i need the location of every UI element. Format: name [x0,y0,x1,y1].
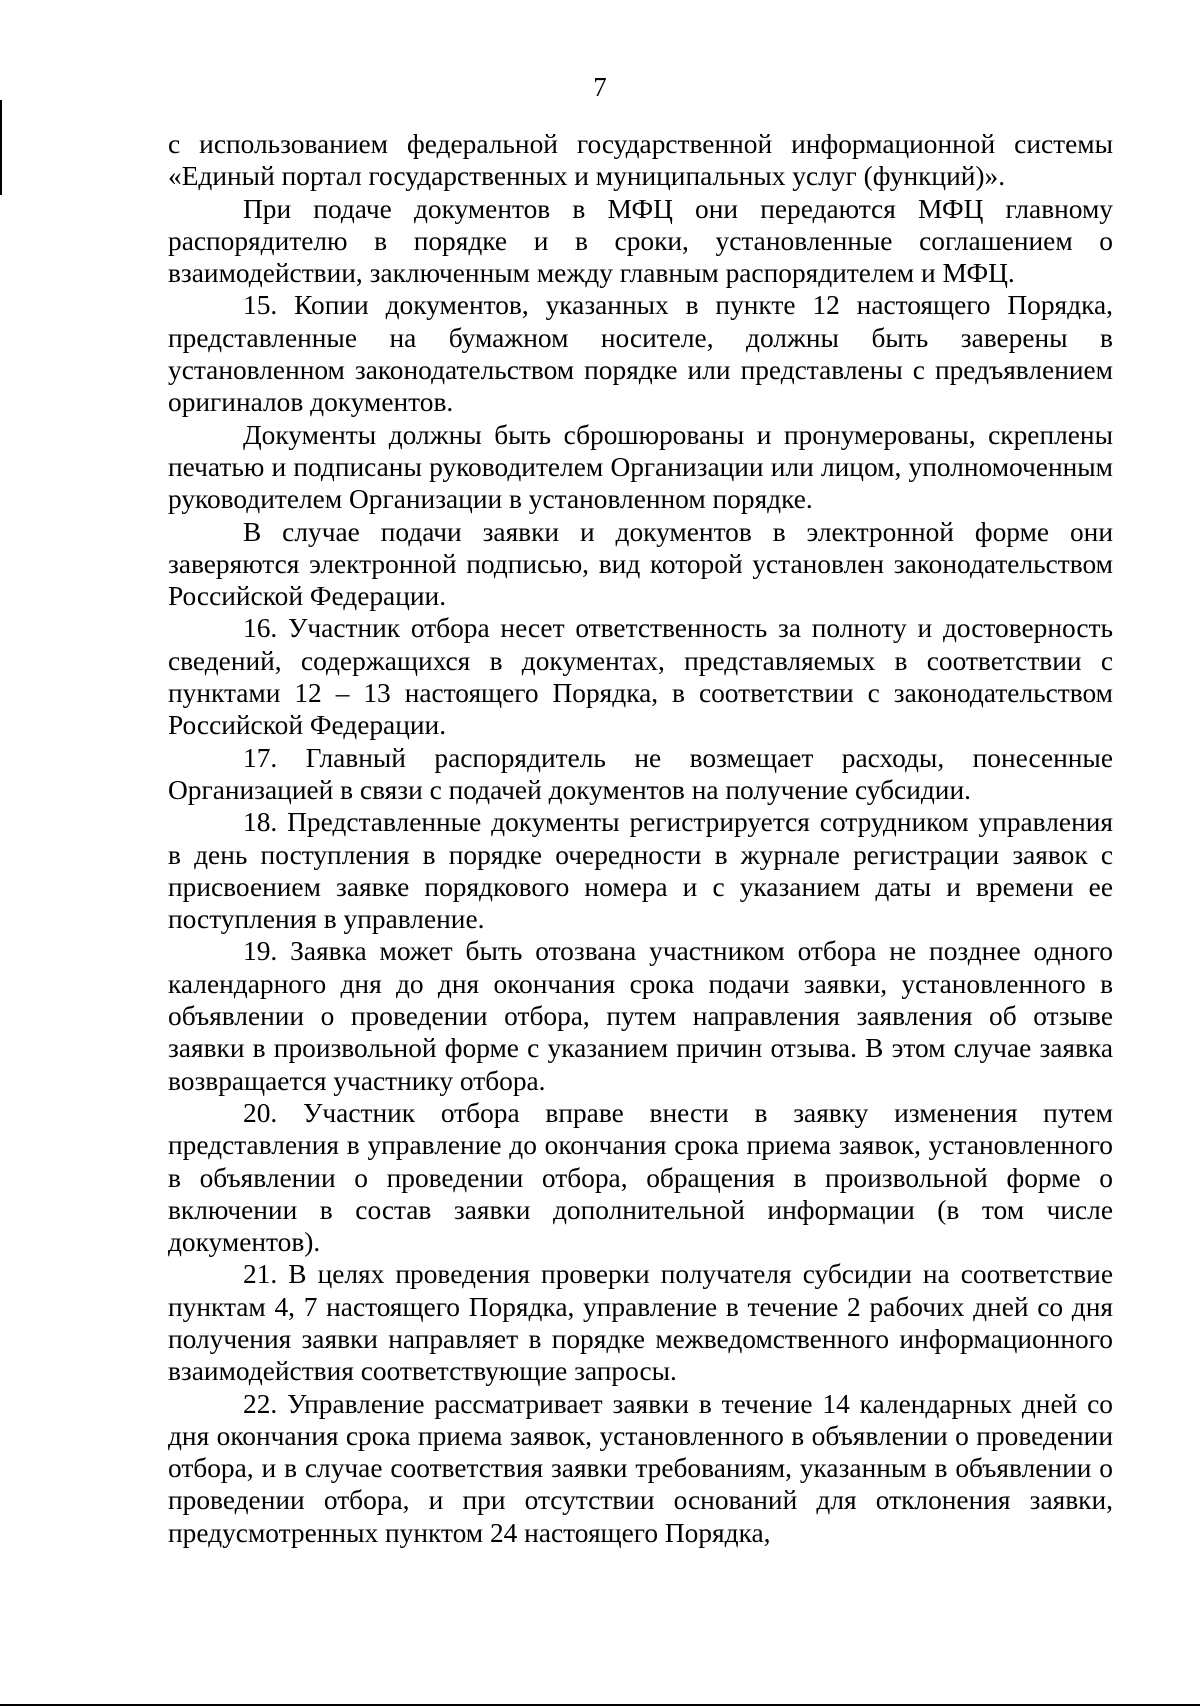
paragraph-documents-binding: Документы должны быть сброшюрованы и пронумерованы, скреплены печатью и подписаны руководителем Организации или лицом, уполномоченным руководителем Организации в установленном порядке. [168,419,1113,515]
paragraph-continuation: с использованием федеральной государственной информационной системы «Единый портал государственных и муниципальных услуг (функций)». [168,129,1113,192]
paragraph-item-15: 15. Копии документов, указанных в пункте 12 настоящего Порядка, представленные на бумажном носителе, должны быть заверены в установленном законодательством порядке или представлены с предъявлением оригиналов документов. [168,290,1113,418]
paragraph-electronic-form: В случае подачи заявки и документов в электронной форме они заверяются электронной подписью, вид которой установлен законодательством Российской Федерации. [168,516,1113,612]
scan-edge-left [0,100,2,195]
paragraph-item-18: 18. Представленные документы регистрируется сотрудником управления в день поступления в порядке очередности в журнале регистрации заявок с присвоением заявке порядкового номера и с указанием даты и времени ее поступления в управление. [168,807,1113,935]
paragraph-item-19: 19. Заявка может быть отозвана участником отбора не позднее одного календарного дня до дня окончания срока подачи заявки, установленного в объявлении о проведении отбора, путем направления заявления об отзыве заявки в произвольной форме с указанием причин отзыва. В этом случае заявка возвращается участнику отбора. [168,936,1113,1096]
page-number: 7 [593,72,607,102]
paragraph-item-20: 20. Участник отбора вправе внести в заявку изменения путем представления в управление до окончания срока приема заявок, установленного в объявлении о проведении отбора, обращения в произвольной форме о включении в состав заявки дополнительной информации (в том числе документов). [168,1097,1113,1258]
paragraph-item-16: 16. Участник отбора несет ответственность за полноту и достоверность сведений, содержащихся в документах, представляемых в соответствии с пунктами 12 – 13 настоящего Порядка, в соответствии с законодательством Российской Федерации. [168,613,1113,741]
paragraph-item-22: 22. Управление рассматривает заявки в течение 14 календарных дней со дня окончания срока приема заявок, установленного в объявлении о проведении отбора, и в случае соответствия заявки требованиям, указанным в объявлении о проведении отбора, и при отсутствии оснований для отклонения заявки, предусмотренных пунктом 24 настоящего Порядка, [168,1388,1113,1548]
paragraph-item-17: 17. Главный распорядитель не возмещает расходы, понесенные Организацией в связи с подачей документов на получение субсидии. [168,742,1113,805]
document-body [168,128,1113,1549]
paragraph-mfc-submission: При подаче документов в МФЦ они передаются МФЦ главному распорядителю в порядке и в сроки, установленные соглашением о взаимодействии, заключенным между главным распорядителем и МФЦ. [168,193,1113,289]
paragraph-item-21: 21. В целях проведения проверки получателя субсидии на соответствие пунктам 4, 7 настоящего Порядка, управление в течение 2 рабочих дней со дня получения заявки направляет в порядке межведомственного информационного взаимодействия соответствующие запросы. [168,1259,1113,1387]
